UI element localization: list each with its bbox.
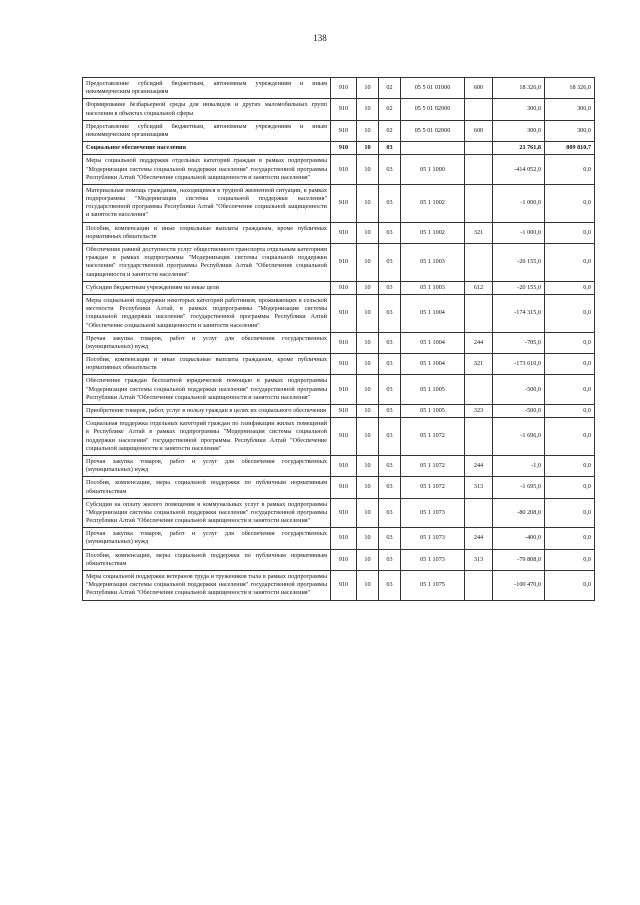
table-row: [83, 222, 595, 243]
row-expense-type: [465, 99, 493, 120]
row-name: Меры социальной поддержки некоторых категорий работников, проживающих в сельской местности Республики Алтай, в рамках подпрограммы "Модернизация системы социальной поддержки населения" государственной программы Республики Алтай "Обеспечение социальной защищенности и занятости населения": [83, 294, 331, 332]
table-row: [83, 418, 595, 456]
row-expense-type: [465, 498, 493, 528]
table-row: [83, 455, 595, 476]
row-ved-code: 910: [331, 405, 357, 418]
table-row: [83, 571, 595, 601]
row-name: Прочая закупка товаров, работ и услуг для обеспечения государственных (муниципальных) нужд: [83, 528, 331, 549]
row-name: Прочая закупка товаров, работ и услуг для обеспечения государственных (муниципальных) нужд: [83, 332, 331, 353]
row-amount-1: -414 052,0: [493, 155, 545, 185]
row-subsection-code: 03: [379, 405, 401, 418]
row-amount-2: 0,0: [545, 571, 595, 601]
row-section-code: 10: [357, 498, 379, 528]
row-section-code: 10: [357, 281, 379, 294]
row-target-article: 05 1 1003: [401, 244, 465, 282]
row-target-article: 05 1 1004: [401, 332, 465, 353]
row-name: Пособия, компенсации, меры социальной поддержки по публичным нормативным обязательствам: [83, 549, 331, 570]
table-row: [83, 332, 595, 353]
row-amount-2: 300,0: [545, 120, 595, 141]
row-amount-2: 0,0: [545, 528, 595, 549]
row-amount-1: 300,0: [493, 99, 545, 120]
row-amount-2: 0,0: [545, 375, 595, 405]
row-expense-type: 244: [465, 455, 493, 476]
row-ved-code: 910: [331, 99, 357, 120]
row-subsection-code: 03: [379, 281, 401, 294]
table-row: [83, 294, 595, 332]
table-row: [83, 120, 595, 141]
row-name: Социальное обеспечение населения: [83, 142, 331, 155]
row-amount-2: 0,0: [545, 294, 595, 332]
row-expense-type: 313: [465, 477, 493, 498]
row-expense-type: [465, 571, 493, 601]
row-expense-type: [465, 155, 493, 185]
row-ved-code: 910: [331, 354, 357, 375]
row-section-code: 10: [357, 184, 379, 222]
row-ved-code: 910: [331, 528, 357, 549]
row-target-article: 05 5 01 01000: [401, 78, 465, 99]
row-name: Предоставление субсидий бюджетным, автономным учреждениям и иным некоммерческим организациям: [83, 120, 331, 141]
row-name: Формирование безбарьерной среды для инвалидов и других маломобильных групп населения в объектах социальной сферы: [83, 99, 331, 120]
budget-table: [82, 77, 595, 601]
row-target-article: 05 1 1073: [401, 549, 465, 570]
row-expense-type: 323: [465, 405, 493, 418]
row-target-article: 05 1 1005: [401, 405, 465, 418]
row-amount-1: 300,0: [493, 120, 545, 141]
row-amount-1: 21 761,8: [493, 142, 545, 155]
row-amount-2: 0,0: [545, 155, 595, 185]
row-amount-1: -174 315,0: [493, 294, 545, 332]
row-amount-2: 300,0: [545, 99, 595, 120]
row-amount-2: 0,0: [545, 184, 595, 222]
table-row: [83, 99, 595, 120]
row-section-code: 10: [357, 549, 379, 570]
row-subsection-code: 03: [379, 375, 401, 405]
row-expense-type: 321: [465, 354, 493, 375]
row-section-code: 10: [357, 155, 379, 185]
row-target-article: 05 1 1073: [401, 528, 465, 549]
table-row: [83, 281, 595, 294]
row-subsection-code: 03: [379, 455, 401, 476]
row-subsection-code: 03: [379, 222, 401, 243]
row-target-article: 05 1 1072: [401, 477, 465, 498]
row-amount-1: -400,0: [493, 528, 545, 549]
row-section-code: 10: [357, 294, 379, 332]
row-amount-1: -20 155,0: [493, 281, 545, 294]
row-section-code: 10: [357, 455, 379, 476]
row-name: Субсидии на оплату жилого помещения и коммунальных услуг в рамках подпрограммы "Модернизация системы социальной поддержки населения" государственной программы Республики Алтай "Обеспечение социальной защищенности и занятости населения": [83, 498, 331, 528]
row-amount-1: -80 208,0: [493, 498, 545, 528]
row-name: Прочая закупка товаров, работ и услуг для обеспечения государственных (муниципальных) нужд: [83, 455, 331, 476]
table-row: [83, 375, 595, 405]
row-expense-type: 600: [465, 78, 493, 99]
row-ved-code: 910: [331, 332, 357, 353]
row-ved-code: 910: [331, 418, 357, 456]
row-ved-code: 910: [331, 294, 357, 332]
row-section-code: 10: [357, 375, 379, 405]
row-subsection-code: 03: [379, 498, 401, 528]
row-amount-1: -1,0: [493, 455, 545, 476]
row-amount-2: 0,0: [545, 244, 595, 282]
table-row: [83, 155, 595, 185]
row-section-code: 10: [357, 244, 379, 282]
row-ved-code: 910: [331, 477, 357, 498]
row-amount-1: -100 470,0: [493, 571, 545, 601]
row-expense-type: [465, 184, 493, 222]
row-target-article: 05 1 1005: [401, 375, 465, 405]
row-expense-type: [465, 142, 493, 155]
row-subsection-code: 03: [379, 244, 401, 282]
row-amount-2: 0,0: [545, 549, 595, 570]
row-amount-1: -1 695,0: [493, 477, 545, 498]
row-section-code: 10: [357, 405, 379, 418]
page-number: 138: [313, 33, 327, 43]
row-amount-2: 809 810,7: [545, 142, 595, 155]
row-amount-1: -20 155,0: [493, 244, 545, 282]
table-row: [83, 78, 595, 99]
row-name: Материальная помощь гражданам, находящимся в трудной жизненной ситуации, в рамках подпрограммы "Модернизация системы социальной поддержки населения" государственной программы Республики Алтай "Обеспечение социальной защищенности и занятости населения": [83, 184, 331, 222]
row-section-code: 10: [357, 418, 379, 456]
row-name: Обеспечение равной доступности услуг общественного транспорта отдельным категориям граждан в рамках подпрограммы "Модернизация системы социальной поддержки населения" государственной программы Республики Алтай "Обеспечение социальной защищенности и занятости населения": [83, 244, 331, 282]
row-ved-code: 910: [331, 184, 357, 222]
row-target-article: 05 1 1004: [401, 354, 465, 375]
row-amount-1: -500,0: [493, 375, 545, 405]
row-amount-2: 0,0: [545, 332, 595, 353]
row-section-code: 10: [357, 571, 379, 601]
row-expense-type: [465, 244, 493, 282]
row-subsection-code: 03: [379, 354, 401, 375]
row-target-article: 05 1 1003: [401, 281, 465, 294]
row-amount-1: -1 696,0: [493, 418, 545, 456]
row-ved-code: 910: [331, 375, 357, 405]
row-section-code: 10: [357, 142, 379, 155]
row-subsection-code: 03: [379, 294, 401, 332]
row-subsection-code: 03: [379, 142, 401, 155]
row-section-code: 10: [357, 78, 379, 99]
row-ved-code: 910: [331, 142, 357, 155]
row-target-article: 05 1 1072: [401, 418, 465, 456]
row-amount-1: -79 808,0: [493, 549, 545, 570]
row-ved-code: 910: [331, 222, 357, 243]
row-amount-2: 0,0: [545, 498, 595, 528]
row-subsection-code: 03: [379, 528, 401, 549]
row-amount-1: 18 326,0: [493, 78, 545, 99]
table-row: [83, 354, 595, 375]
row-ved-code: 910: [331, 120, 357, 141]
row-ved-code: 910: [331, 455, 357, 476]
row-expense-type: 244: [465, 528, 493, 549]
row-target-article: 05 1 1004: [401, 294, 465, 332]
row-expense-type: 321: [465, 222, 493, 243]
row-amount-2: 0,0: [545, 222, 595, 243]
row-subsection-code: 03: [379, 549, 401, 570]
row-expense-type: [465, 418, 493, 456]
row-subsection-code: 02: [379, 120, 401, 141]
row-expense-type: 612: [465, 281, 493, 294]
row-name: Меры социальной поддержки отдельных категорий граждан в рамках подпрограммы "Модернизация системы социальной поддержки населения" государственной программы Республики Алтай "Обеспечение социальной защищенности и занятости населения": [83, 155, 331, 185]
row-expense-type: 600: [465, 120, 493, 141]
row-name: Обеспечение граждан бесплатной юридической помощью в рамках подпрограммы "Модернизация системы социальной поддержки населения" государственной программы Республики Алтай "Обеспечение социальной защищенности и занятости населения": [83, 375, 331, 405]
row-expense-type: [465, 294, 493, 332]
row-target-article: 05 5 01 02000: [401, 120, 465, 141]
row-amount-1: -705,0: [493, 332, 545, 353]
row-subsection-code: 03: [379, 571, 401, 601]
row-amount-2: 0,0: [545, 455, 595, 476]
row-amount-2: 0,0: [545, 354, 595, 375]
row-subsection-code: 03: [379, 184, 401, 222]
row-name: Предоставление субсидий бюджетным, автономным учреждениям и иным некоммерческим организациям: [83, 78, 331, 99]
row-ved-code: 910: [331, 281, 357, 294]
row-section-code: 10: [357, 120, 379, 141]
row-amount-1: -500,0: [493, 405, 545, 418]
row-name: Социальная поддержка отдельных категорий граждан по газификации жилых помещений в Республике Алтай в рамках подпрограммы "Модернизация системы социальной поддержки населения" государственной программы Республики Алтай "Обеспечение социальной защищенности и занятости населения": [83, 418, 331, 456]
row-amount-2: 0,0: [545, 477, 595, 498]
table-row: [83, 528, 595, 549]
table-row: [83, 498, 595, 528]
row-name: Субсидии бюджетным учреждениям на иные цели: [83, 281, 331, 294]
budget-table-body: [83, 78, 595, 601]
table-row: [83, 244, 595, 282]
row-target-article: 05 1 1072: [401, 455, 465, 476]
row-amount-1: -173 610,0: [493, 354, 545, 375]
row-amount-2: 18 326,0: [545, 78, 595, 99]
row-target-article: 05 1 1000: [401, 155, 465, 185]
row-ved-code: 910: [331, 549, 357, 570]
row-expense-type: 244: [465, 332, 493, 353]
row-ved-code: 910: [331, 498, 357, 528]
row-target-article: [401, 142, 465, 155]
row-amount-2: 0,0: [545, 281, 595, 294]
row-expense-type: 313: [465, 549, 493, 570]
row-amount-1: -1 000,0: [493, 184, 545, 222]
row-ved-code: 910: [331, 571, 357, 601]
row-name: Пособия, компенсации и иные социальные выплаты гражданам, кроме публичных нормативных обязательств: [83, 354, 331, 375]
table-row: [83, 477, 595, 498]
table-row: [83, 405, 595, 418]
row-target-article: 05 1 1002: [401, 222, 465, 243]
row-ved-code: 910: [331, 155, 357, 185]
row-section-code: 10: [357, 528, 379, 549]
row-section-code: 10: [357, 477, 379, 498]
table-row: [83, 184, 595, 222]
row-name: Пособия, компенсации, меры социальной поддержки по публичным нормативным обязательствам: [83, 477, 331, 498]
row-subsection-code: 03: [379, 155, 401, 185]
row-subsection-code: 02: [379, 78, 401, 99]
row-name: Меры социальной поддержки ветеранов труда и тружеников тыла в рамках подпрограммы "Модернизация системы социальной поддержки населения" государственной программы Республики Алтай "Обеспечение социальной защищенности и занятости населения": [83, 571, 331, 601]
row-amount-2: 0,0: [545, 405, 595, 418]
row-section-code: 10: [357, 222, 379, 243]
row-subsection-code: 02: [379, 99, 401, 120]
row-subsection-code: 03: [379, 332, 401, 353]
row-subsection-code: 03: [379, 418, 401, 456]
row-name: Приобретение товаров, работ, услуг в пользу граждан в целях их социального обеспечения: [83, 405, 331, 418]
row-section-code: 10: [357, 354, 379, 375]
row-name: Пособия, компенсации и иные социальные выплаты гражданам, кроме публичных нормативных обязательств: [83, 222, 331, 243]
table-row: [83, 549, 595, 570]
row-target-article: 05 1 1075: [401, 571, 465, 601]
row-ved-code: 910: [331, 78, 357, 99]
row-target-article: 05 1 1073: [401, 498, 465, 528]
row-expense-type: [465, 375, 493, 405]
row-target-article: 05 5 01 02000: [401, 99, 465, 120]
row-subsection-code: 03: [379, 477, 401, 498]
row-amount-2: 0,0: [545, 418, 595, 456]
row-section-code: 10: [357, 99, 379, 120]
table-row: [83, 142, 595, 155]
row-target-article: 05 1 1002: [401, 184, 465, 222]
row-amount-1: -1 000,0: [493, 222, 545, 243]
row-section-code: 10: [357, 332, 379, 353]
row-ved-code: 910: [331, 244, 357, 282]
